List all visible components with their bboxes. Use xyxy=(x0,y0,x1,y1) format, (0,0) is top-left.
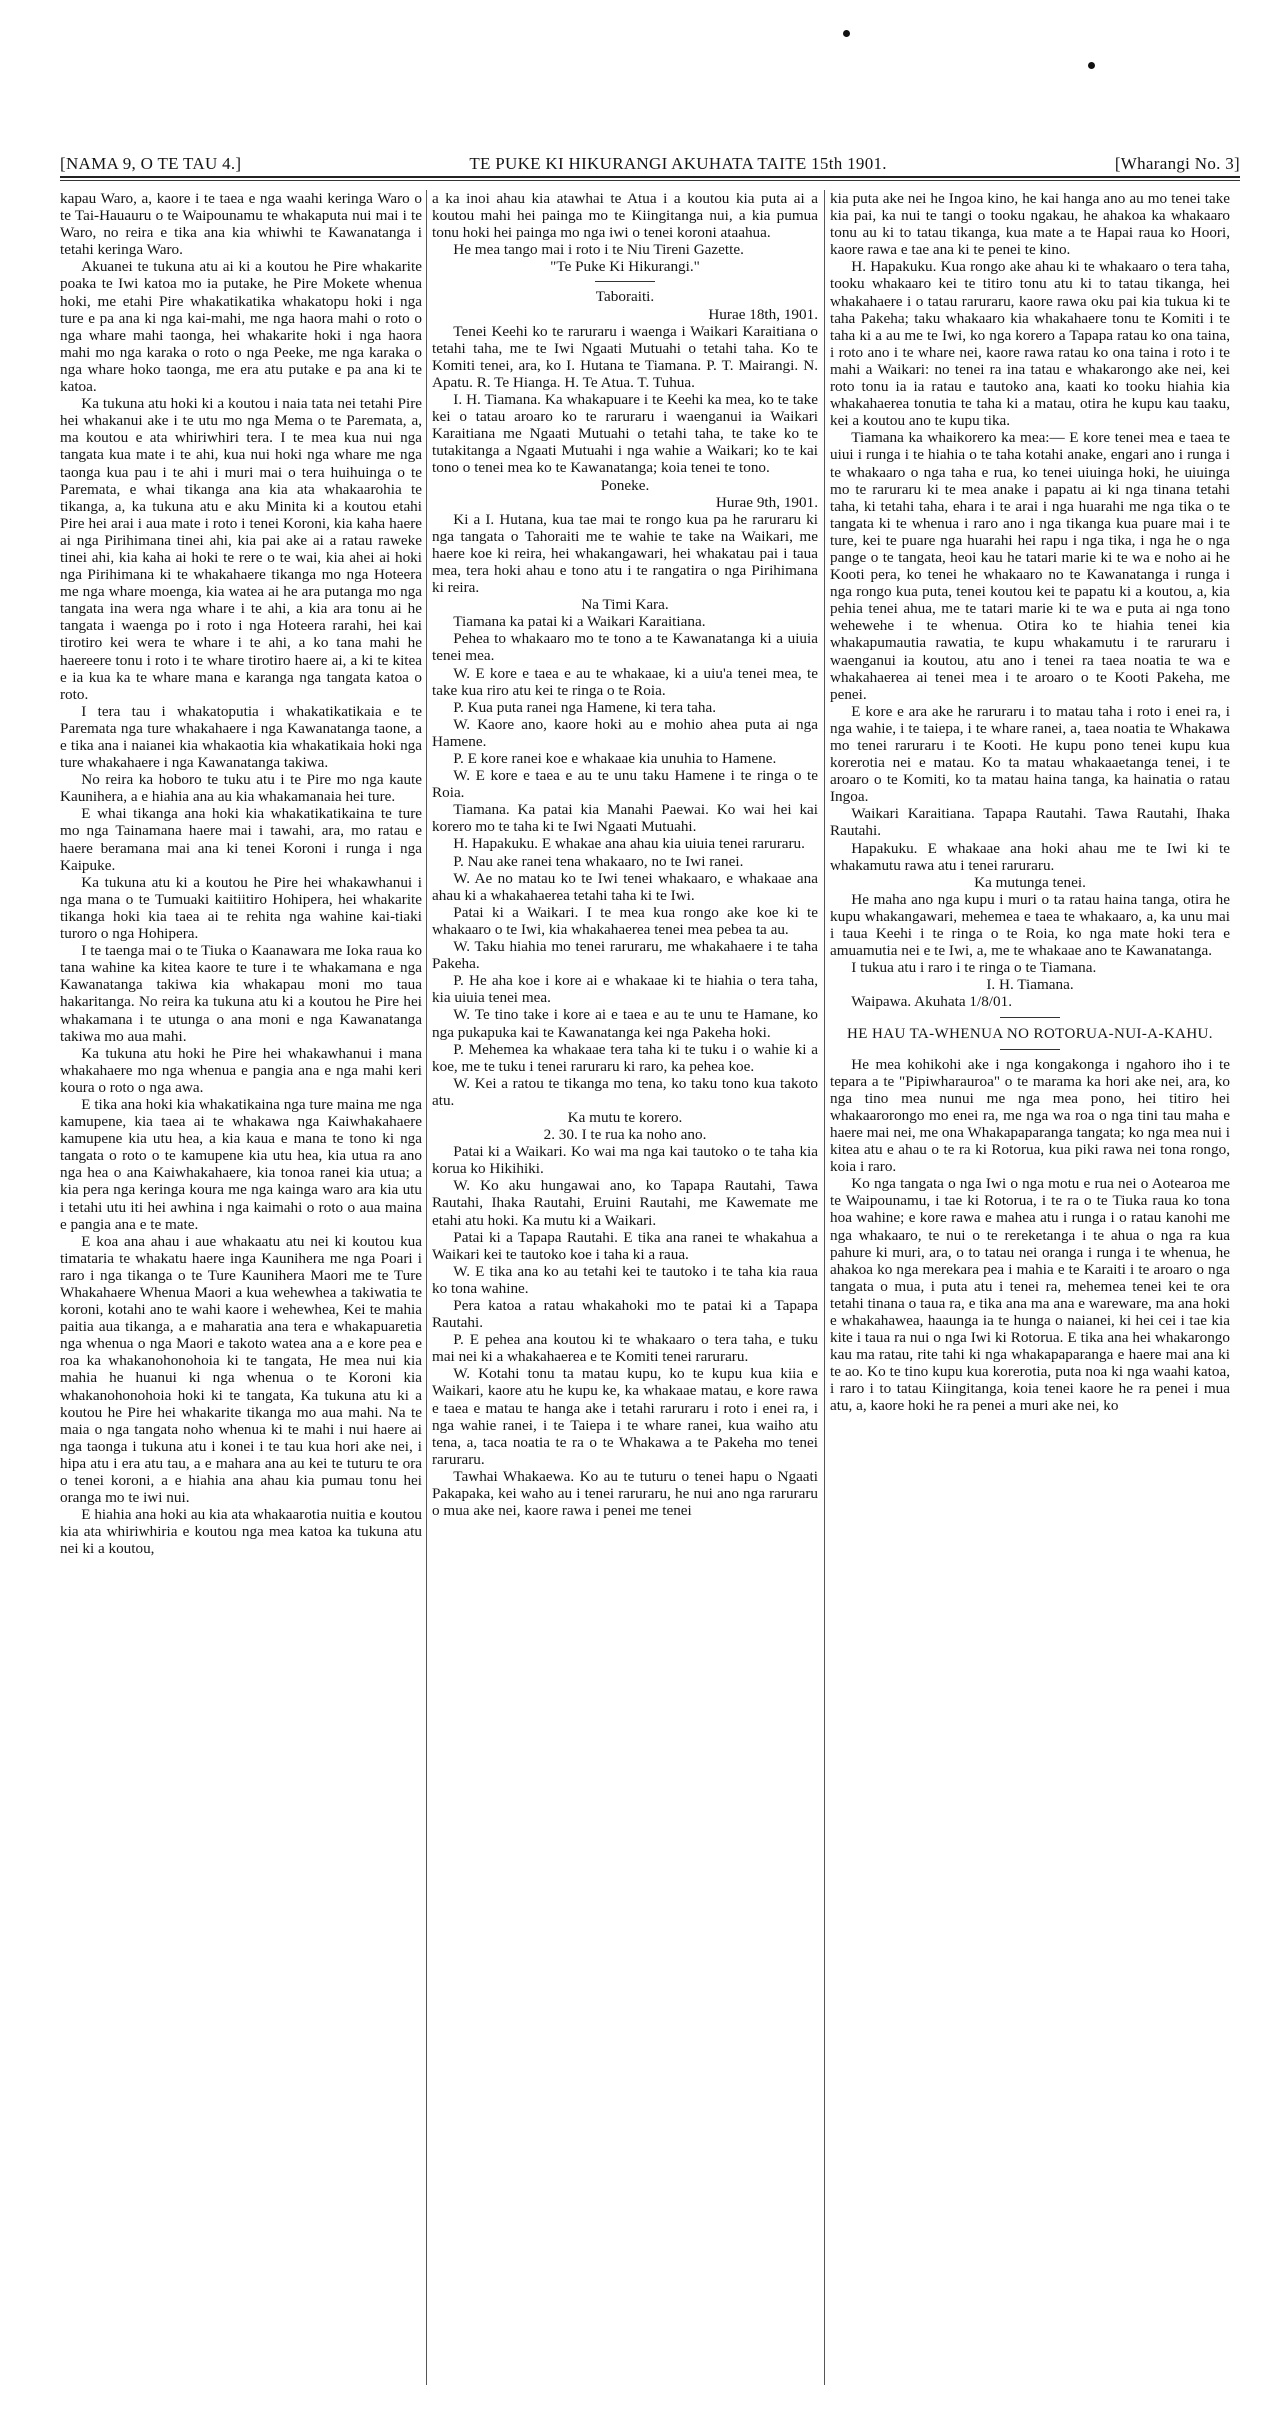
issue-number: [NAMA 9, O TE TAU 4.] xyxy=(60,154,242,173)
paragraph: H. Hapakuku. E whakae ana ahau kia uiuia tenei raruraru. xyxy=(453,835,805,853)
paragraph: W. Kei a ratou te tikanga mo tena, ko taku tono kua takoto atu. xyxy=(432,1074,818,1109)
dateline-place: Taboraiti. xyxy=(595,288,655,306)
column-2 xyxy=(432,190,818,2390)
dateline-date: Hurae 18th, 1901. xyxy=(708,305,818,323)
paragraph: Tenei Keehi ko te raruraru i waenga i Waikari Karaitiana o tetahi taha, me te Iwi Ngaati Mutuahi o tetahi taha. Ko te Komiti tenei, ara, ko I. Hutana te Tiamana. P. T. Mairangi. N. Apatu. R. Te Hianga. H. Te Atua. T. Tuhua. xyxy=(432,322,818,391)
paragraph: W. Kotahi tonu ta matau kupu, ko te kupu kua kiia e Waikari, kaore atu he kupu ke, ka whakaae matau, e kore rawa e taea e matau te hanga ake i tetahi raruraru i roto i enei ra, i nga wahie ranei, i te Taiepa i te whare ranei, kua waiho atu tena, a, taca noatia te ra o te Whakawa a te Pakeha mo tenei raruraru. xyxy=(432,1365,818,1468)
paragraph: Pehea to whakaaro mo te tono a te Kawanatanga ki a uiuia tenei mea. xyxy=(432,630,818,665)
dateline: Waipawa. Akuhata 1/8/01. xyxy=(851,993,1013,1011)
section-rule xyxy=(1000,1017,1060,1018)
paragraph: E tika ana hoki kia whakatikaina nga ture maina me nga kamupene, kia taea ai te whakawa nga Kaiwhakahaere kamupene kia utu hea, a kia kaua e mana te tono ki nga tangata o roto o te kamupene kia utu hea, kia utua ra ano nga hea o ana Kaiwhakahaere, kia tonoa ranei kia utua; a kia pera nga keringa koura me nga kainga waro ara kia utu i tetahi utu iti hei awhina i nga kaimahi o roto o aua maina e pangia ana e te mate. xyxy=(60,1095,422,1233)
paragraph: H. Hapakuku. Kua rongo ake ahau ki te whakaaro o tera taha, tooku whakaaro kei te titiro tonu atu ki to tatau tikanga, hei whakahaere i o tatau raruraru, kaore rawa oku pai kia tukua ki te taha Pakeha; taku whakaaro kia whakahaere tonu te Komiti i te taha ki a au me te Iwi, ko nga korero a Tapapa ratau ko ona taina, i roto ano i te whare nei, kaore rawa ratau ko ona taina i roto i te mahi a Waikari: no tenei ra ina tatau e whakarongo ake nei, kei roto tonu ia ia ratau e tautoko ana, kaati ko tooku hiahia kia whakahaerea tonutia te taha ki a matau, otira he kupu kau taaku, kei a koutou ano te kupu tika. xyxy=(830,258,1230,430)
paragraph: W. Ko aku hungawai ano, ko Tapapa Rautahi, Tawa Rautahi, Ihaka Rautahi, Eruini Rautahi, me Kawemate me etahi atu hoki. Ka mutu ki a Waikari. xyxy=(432,1177,818,1229)
paragraph: He mea tango mai i roto i te Niu Tireni Gazette. xyxy=(453,241,744,259)
dateline-place: Poneke. xyxy=(600,476,650,494)
paragraph: Ka tukuna atu ki a koutou he Pire hei whakawhanui i nga mana o te Tumuaki kaitiitiro Hohipera, hei whakarite tikanga hoki kia taea ai te rehita nga wahine kai-tiaki turoro o nga Hohipera. xyxy=(60,873,422,943)
article-heading: HE HAU TA-WHENUA NO ROTORUA-NUI-A-KAHU. xyxy=(847,1025,1213,1042)
column-3 xyxy=(830,190,1230,2390)
page-number: [Wharangi No. 3] xyxy=(1114,154,1240,173)
section-rule xyxy=(1000,1049,1060,1050)
paragraph: P. He aha koe i kore ai e whakaae ki te hiahia o tera taha, kia uiuia tenei mea. xyxy=(432,972,818,1007)
paragraph: P. Kua puta ranei nga Hamene, ki tera taha. xyxy=(453,698,716,716)
paragraph: W. Te tino take i kore ai e taea e au te unu te Hamane, ko nga pukapuka kai te Kawanatanga kei nga Pakeha hoki. xyxy=(432,1006,818,1041)
paragraph: He mea kohikohi ake i nga kongakonga i ngahoro iho i te tepara a te "Pipiwharauroa" o te marama ka hori ake nei, ara, ko nga tino mea nunui me nga mea pono, hei titiro hei whakaarorongo mo enei ra, me nga wa roa o nga tini tau maha e haere mai nei, me ona Whakapaparanga tangata; ko nga mea nui i kitea atu e ahau o te ra ki Rotorua, kua piki rawa nei tona rongo, koia i raro. xyxy=(830,1055,1230,1176)
paragraph: I te taenga mai o te Tiuka o Kaanawara me Ioka raua ko tana wahine ka kitea kaore te ture i te whakamana e nga Kawanatanga takiwa kia whakapau moni mo taua hakaritanga. No reira ka tukuna atu ki a koutou he Pire hei whakamana i te utunga o ana moni e nga Kawanatanga takiwa mo aua mahi. xyxy=(60,942,422,1045)
paragraph: W. E kore e taea e au te whakaae, ki a uiu'a tenei mea, te take kua riro atu kei te ringa o te Roia. xyxy=(432,664,818,699)
paragraph: P. E pehea ana koutou ki te whakaaro o tera taha, e tuku mai nei ki a whakahaerea e te Komiti tenei raruraru. xyxy=(432,1331,818,1366)
paragraph: Ka tukuna atu hoki ki a koutou i naia tata nei tetahi Pire hei whakanui ake i te utu mo nga Mema o te Paremata, a, ma koutou e ata whiriwhiri tera. I te mea kua nui nga tangata kua mate i te ahi, kua nui hoki nga whare me nga taonga kua pau i te ahi i muri mai o tera huihuinga o te Paremata, e whai tikanga ana kia ata whakaarohia te tikanga, a, ka tukuna atu e aku Minita ki a koutou etahi Pire hei arai i aua mate i roto i tenei Koroni, kia kaha haere ai nga Pirihimana tinei ahi, kia pai ake ai a ratau raweke tinei ahi, kia kaha ai hoki te rere o te wai, kia ahei ai hoki nga Pirihimana ki te whakahaere tikanga mo nga Hoteera me nga whare moenga, kia watea ai he ara putanga mo nga tangata ina wera nga whare i te ahi, a kia ara tonu ai he tangata i waenga po i roto i nga Hoteera rarahi, hei kai tirotiro kei wera te whare i te ahi, a ko tana mahi he haereere tonu i roto i te whare tirotiro haere ai, a ki te kitea e ia kua ka te whare mana e karanga nga tangata katoa o roto. xyxy=(60,395,422,703)
paragraph: W. Ae no matau ko te Iwi tenei whakaaro, e whakaae ana ahau ki a whakahaerea tetahi taha ki te Iwi. xyxy=(432,869,818,904)
paragraph: Patai ki a Waikari. Ko wai ma nga kai tautoko o te taha kia korua ko Hikihiki. xyxy=(432,1143,818,1178)
paragraph: I. H. Tiamana. Ka whakapuare i te Keehi ka mea, ko te take kei o tatau aroaro ko te raruraru i waenganui ia Waikari Karaitiana me Ngaati Mutuahi o tetahi taha, te take ko te tutakitanga a Ngaati Mutuahi i nga wahie a Waikari; ko te kai tono o tenei mea ko te Kawanatanga; koia tenei te tono. xyxy=(432,391,818,477)
paragraph: No reira ka hoboro te tuku atu i te Pire mo nga kaute Kaunihera, a e hiahia ana au kia whakamanaia hei ture. xyxy=(60,771,422,806)
dateline-date: Hurae 9th, 1901. xyxy=(715,493,818,511)
paragraph: P. Nau ake ranei tena whakaaro, no te Iwi ranei. xyxy=(453,852,744,870)
paragraph: P. E kore ranei koe e whakaae kia unuhia to Hamene. xyxy=(453,750,777,767)
paragraph: Ka mutu te korero. xyxy=(567,1108,683,1126)
paragraph: Tiamana ka whaikorero ka mea:— E kore tenei mea e taea te uiui i runga i te hiahia o te taha kotahi anake, engari ano i runga i te whakaaro o nga taha e rua, ko tenei uiuinga hoki, he uiuinga mo te raruraru ki te mea anake i papatu ai ki nga tinana tetahi taha, ki tetahi taha, ehara i te arai i nga huarahi me nga tika o te tangata ki te whenua i raro ano i nga tikanga kua puare mai i te ture, kei te puare nga huarahi hei rapu i nga tika, i nga he o nga pange o te tangata, heoi kau he tatari marie ki te wa e noho ai he Kooti pera, ko tenei he whakaaro no te Kawanatanga i runga i nga rongo kua puta, tenei koutou kei te papatu ki a koutou, a, kia pehia tenei ahua, me te tatari marie ki te wa e puta ai nga tono wehewehe i te whenua. Otira ko te hiahia tenei kia whakapumautia rawatia, te kupu whakamutu i te raruraru i waenganui ia koutou, atu ano i tenei ra taea noatia te wa e whakahaerea ai tenei mea i te aroaro o te Kooti Pakeha, me penei. xyxy=(830,429,1230,703)
ink-speck xyxy=(1088,62,1095,69)
paragraph: Patai ki a Tapapa Rautahi. E tika ana ranei te whakahua a Waikari kei te tautoko koe i taha ki a raua. xyxy=(432,1228,818,1263)
header-rule-thin xyxy=(60,180,1240,181)
paragraph: Pera katoa a ratau whakahoki mo te patai ki a Tapapa Rautahi. xyxy=(432,1297,818,1332)
paragraph: Waikari Karaitiana. Tapapa Rautahi. Tawa Rautahi, Ihaka Rautahi. xyxy=(830,805,1230,840)
ink-speck xyxy=(843,30,850,37)
paragraph: Hapakuku. E whakaae ana hoki ahau me te Iwi ki te whakamutu rawa atu i tenei raruraru. xyxy=(830,839,1230,874)
paragraph: W. Kaore ano, kaore hoki au e mohio ahea puta ai nga Hamene. xyxy=(432,715,818,750)
paragraph: Tiamana ka patai ki a Waikari Karaitiana. xyxy=(453,613,706,631)
signature: I. H. Tiamana. xyxy=(986,976,1074,994)
paragraph: E kore e ara ake he raruraru i to matau taha i roto i enei ra, i nga wahie, i te taiepa, i te whare ranei, a, taea noatia te Whakawa mo tenei raruraru i te Kooti. He kupu pono tenei kupu kua korerotia nei e matau. Ko ta matau whakaaetanga tenei, i te aroaro o te Komiti, ko ta matau haina tanga, ka hainatia o ratau Ingoa. xyxy=(830,702,1230,806)
paragraph: Ko nga tangata o nga Iwi o nga motu e rua nei o Aotearoa me te Waipounamu, i tae ki Rotorua, i te ra o te Tiuka raua ko tona hoa wahine; e kore rawa e mahea atu i runga i o ratau kanohi me nga whakaaro, te nui o te rereketanga i te ahua o nga ra kua pahure ki muri, ara, o to tatau nei oranga i runga i te whenua, he ahakoa ko nga merekara pea i mahia e te Karaiti i te aroaro o nga tangata o mua, i puta atu i tenei ra, mehemea tenei kei te ora tetahi tinana o taua ra, e tika ana ma ana e wareware, ma ana hoki e whakahawea, haaunga ia te hunga o naianei, ki hei cei i tae kia kite i taua ra nui o nga Iwi ki Rotorua. E tika ana hei whakarongo kau ma ratau, rite tahi ki nga whakapaparanga e haere mai ana ki te ao. Ko te tino kupu kua korerotia, puta noa ki nga waahi katoa, i raro i to tatau Kiingitanga, koia tenei kaore he ra penei i mua atu, a, kaore hoki he ra penei a muri ake nei, ko xyxy=(830,1175,1230,1415)
section-rule xyxy=(595,281,655,282)
paragraph: E koa ana ahau i aue whakaatu atu nei ki koutou kua timataria te whakatu haere inga Kaunihera me nga Poari i raro i nga tikanga o te Ture Kaunihera Maori me te Ture Whakahaere Whenua Maori a kua wehewhea a takiwatia te koroni, kotahi ano te wahi kaore i wehewhea, Kei te mahia paitia aua tikanga, a e maharatia ana tera e whakapuaretia nga whenua o nga Maori e takoto watea ana a e kore pea e roa ka whakanohonohoia ki te tangata, He mea nui kia mahia he huanui ki nga whenua o te Koroni kia whakanohonohoia hoki ki te tangata, Ka tukuna atu ki a koutou he Pire hei whakarite tikanga mo aua mahi. Na te maia o nga tangata noho whenua ki te mahi i nui haere ai nga taonga i tukuna atu i konei i te tau kua hori ake nei, i hipa atu i era atu tau, a e mahara ana au kei te tuturu te ora o tenei koroni, a e hiahia ana ahau kia pumau tonu hei oranga mo te iwi nui. xyxy=(60,1232,422,1507)
paragraph: a ka inoi ahau kia atawhai te Atua i a koutou kia puta ai a koutou mahi hei painga mo te Kiingitanga nui, a kia pumua tonu hoki hei painga mo nga iwi o tenei koroni ataahua. xyxy=(432,190,818,242)
paragraph: Ki a I. Hutana, kua tae mai te rongo kua pa he raruraru ki nga tangata o Tahoraiti me te wahie te take na Waikari, me haere koe ki reira, hei whakangawari, hei whakatau pai i taua mea, tera hoki ahau e tono atu i te rangatira o nga Pirihimana ki reira. xyxy=(432,510,818,597)
paragraph: E whai tikanga ana hoki kia whakatikatikaina te ture mo nga Tainamana haere mai i tawahi, ara, mo ratau e haere beramana mai ana ki tenei Koroni i runga i nga Kaipuke. xyxy=(60,805,422,874)
paragraph: 2. 30. I te rua ka noho ano. xyxy=(543,1126,707,1144)
paragraph: He maha ano nga kupu i muri o ta ratau haina tanga, otira he kupu whakangawari, mehemea e taea te whakaaro, a, ka unu mai i taua Keehi i te ringa o te Roia, ko nga mate hoki tera e amuamutia nei e te Iwi, a, me te whakaae ano te Kawanatanga. xyxy=(830,890,1230,960)
paragraph: Ka tukuna atu hoki he Pire hei whakawhanui i mana whakahaere mo nga whenua e pangia ana e nga mahi keri koura o roto o nga awa. xyxy=(60,1044,422,1096)
paragraph: I tukua atu i raro i te ringa o te Tiamana. xyxy=(851,959,1097,977)
paper-name: "Te Puke Ki Hikurangi." xyxy=(550,258,700,276)
paragraph: Tawhai Whakaewa. Ko au te tuturu o tenei hapu o Ngaati Pakapaka, kei waho au i tenei raruraru, he nui ano nga raruraru o mua ake nei, kaore rawa i penei me tenei xyxy=(432,1467,818,1520)
paragraph: P. Mehemea ka whakaae tera taha ki te tuku i o wahie ki a koe, me te tuku i tenei raruraru ki raro, ka pehea koe. xyxy=(432,1040,818,1075)
header-rule xyxy=(60,176,1240,178)
signature: Na Timi Kara. xyxy=(581,596,669,614)
paragraph: I tera tau i whakatoputia i whakatikatikaia e te Paremata nga ture whakahaere i nga Kawanatanga taone, a e tika ana i naianei kia whakaotia kia whakatikaia hoki nga ture whakahaere i nga Kawanatanga takiwa. xyxy=(60,702,422,772)
newspaper-title: TE PUKE KI HIKURANGI AKUHATA TAITE 15th 1901. xyxy=(469,154,887,173)
paragraph: W. E tika ana ko au tetahi kei te tautoko i te taha kia raua ko tona wahine. xyxy=(432,1262,818,1297)
column-1 xyxy=(60,190,422,2390)
paragraph: W. E kore e taea e au te unu taku Hamene i te ringa o te Roia. xyxy=(432,767,818,802)
paragraph: kapau Waro, a, kaore i te taea e nga waahi keringa Waro o te Tai-Hauauru o te Waipounamu te whakaputa nui mai i te Waro, no reira e tika ana kia whiwhi te Kawanatanga i tetahi keringa Waro. xyxy=(60,190,422,259)
paragraph: Ka mutunga tenei. xyxy=(974,873,1086,891)
paragraph: Patai ki a Waikari. I te mea kua rongo ake koe ki te whakaaro o te Iwi, kia whakahaerea tenei mea pebea ta au. xyxy=(432,903,818,938)
paragraph: E hiahia ana hoki au kia ata whakaarotia nuitia e koutou kia ata whiriwhiria e koutou nga mea katoa ka tukuna atu nei ki a koutou, xyxy=(60,1506,422,1558)
paragraph: kia puta ake nei he Ingoa kino, he kai hanga ano au mo tenei take kia pai, ka nui te tangi o tooku ngakau, he ahakoa ka whakaaro tonu au ki to tatau tikanga, kua mate a te Hapai raua ko Hoori, kaore rawa e tae ana ki te penei te kino. xyxy=(830,190,1230,259)
paragraph: W. Taku hiahia mo tenei raruraru, me whakahaere i te taha Pakeha. xyxy=(432,938,818,973)
paragraph: Tiamana. Ka patai kia Manahi Paewai. Ko wai hei kai korero mo te taha ki te Iwi Ngaati Mutuahi. xyxy=(432,801,818,836)
masthead xyxy=(60,148,1240,174)
article-columns xyxy=(60,190,1240,2390)
paragraph: Akuanei te tukuna atu ai ki a koutou he Pire whakarite poaka te Iwi katoa mo ia putake, he Pire Mokete whenua hoki, me etahi Pire whakatikatika whakatopu hoki i nga ture e pa ana ki nga kai-mahi, me nga haora mahi o roto o nga whare mahi taonga, hei whakarite hoki i nga haora mahi mo nga karaka o roto o nga Peeke, me nga karaka o nga whare hoko taonga, me era atu putake e pa ana ki te katoa. xyxy=(60,258,422,396)
